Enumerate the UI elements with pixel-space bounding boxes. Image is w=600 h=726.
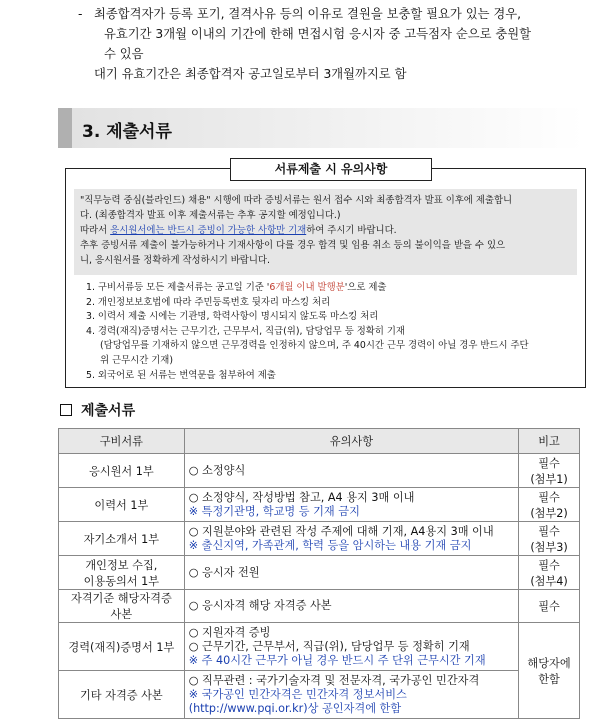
remark-cell: 필수 (519, 590, 580, 623)
remark-cell: 필수 (첨부3) (519, 522, 580, 556)
notice-list-subitem: (담당업무를 기재하지 않으면 근무경력을 인정하지 않으며, 주 40시간 근무 경력이 아닐 경우 반드시 주단 (100, 340, 529, 352)
notes-cell (184, 454, 518, 488)
notice-list-item: 2. 개인정보보호법에 따라 주민등록번호 뒷자리 마스킹 처리 (86, 296, 331, 308)
notes-cell (184, 671, 518, 719)
document-name-cell: 기타 자격증 사본 (59, 671, 185, 719)
document-name-cell: 자기소개서 1부 (59, 522, 185, 556)
document-name-cell: 개인정보 수집, 이용동의서 1부 (59, 556, 185, 590)
table-row (59, 454, 580, 488)
caution-line: (http://www.pqi.or.kr)상 공인자격에 한함 (188, 701, 402, 715)
remark-cell: 필수 (첨부2) (519, 488, 580, 522)
list-text: '으로 제출 (344, 282, 387, 293)
intro-line: 유효기간 3개월 이내의 기간에 한해 면접시험 응시자 중 고득점자 순으로 충원할 (104, 27, 532, 41)
list-text: 1. 구비서류등 모든 제출서류는 공고일 기준 ' (86, 282, 270, 293)
table-row (59, 488, 580, 522)
note-line: ○ 응시자 전원 (188, 565, 260, 579)
notice-box (65, 162, 586, 388)
remark-cell: 해당자에 한함 (519, 623, 580, 719)
table-row (59, 671, 580, 719)
document-name-cell: 응시원서 1부 (59, 454, 185, 488)
subsection-title (60, 400, 135, 420)
notice-list-item: 5. 외국어로 된 서류는 번역문을 첨부하여 제출 (86, 369, 276, 381)
notice-line: "직무능력 중심(블라인드) 채용" 시행에 따라 증빙서류는 원서 접수 시와 최종합격자 발표 이후에 제출합니 (80, 195, 513, 206)
remark-cell: 필수 (첨부1) (519, 454, 580, 488)
notice-line: 니, 응시원서를 정확하게 작성하시기 바랍니다. (80, 255, 270, 266)
notes-cell (184, 590, 518, 623)
intro-notes (64, 4, 584, 84)
caution-line: ※ 특정기관명, 학교명 등 기재 금지 (188, 504, 360, 518)
dash-bullet: - (78, 7, 83, 21)
column-header: 구비서류 (59, 429, 185, 454)
notice-line: 다. (최종합격자 발표 이후 제출서류는 추후 공지할 예정입니다.) (80, 210, 341, 221)
notes-cell (184, 556, 518, 590)
notice-list-item (84, 281, 579, 296)
document-name-cell: 자격기준 해당자격증 사본 (59, 590, 185, 623)
notice-list (84, 281, 579, 383)
notes-cell (184, 623, 518, 671)
notice-line (80, 223, 572, 238)
intro-line: 대기 유효기간은 최종합격자 공고일로부터 3개월까지로 함 (94, 67, 407, 81)
section-title: 3. 제출서류 (82, 122, 172, 142)
document-name-cell: 이력서 1부 (59, 488, 185, 522)
note-line: ○ 응시자격 해당 자격증 사본 (188, 599, 332, 612)
notice-list-item: 3. 이력서 제출 시에는 기관명, 학력사항이 명시되지 않도록 마스킹 처리 (86, 311, 379, 323)
notice-paragraph (80, 193, 572, 268)
intro-line: 최종합격자가 등록 포기, 결격사유 등의 이유로 결원을 보충할 필요가 있는 경우, (94, 7, 522, 21)
checkbox-square-icon (60, 404, 72, 416)
notice-text: 하여 주시기 바랍니다. (306, 225, 397, 236)
subsection-title-text: 제출서류 (81, 403, 136, 419)
note-line: ○ 소정양식, 작성방법 참고, A4 용지 3매 이내 (188, 490, 415, 504)
caution-line: ※ 주 40시간 근무가 아닐 경우 반드시 주 단위 근무시간 기재 (188, 653, 486, 667)
notes-cell (184, 488, 518, 522)
section-header-bar (58, 108, 72, 148)
intro-line: 수 있음 (104, 47, 144, 61)
notice-title: 서류제출 시 유의사항 (230, 158, 432, 181)
notice-line: 추후 증빙서류 제출이 불가능하거나 기재사항이 다를 경우 합격 및 임용 취소 등의 불이익을 받을 수 있으 (80, 240, 506, 251)
table-row (59, 522, 580, 556)
documents-table (58, 428, 580, 719)
notes-cell (184, 522, 518, 556)
table-row (59, 590, 580, 623)
notice-text: 따라서 (80, 225, 111, 236)
column-header: 유의사항 (184, 429, 518, 454)
note-line: ○ 근무기간, 근무부서, 직급(위), 담당업무 등 정확히 기재 (188, 639, 470, 653)
list-highlight-text: 6개월 이내 발행분 (269, 282, 345, 293)
note-line: ○ 지원분야와 관련된 작성 주제에 대해 기재, A4용지 3매 이내 (188, 524, 494, 538)
table-row (59, 556, 580, 590)
caution-line: ※ 국가공인 민간자격은 민간자격 정보서비스 (188, 687, 407, 701)
caution-line: ※ 출신지역, 가족관계, 학력 등을 암시하는 내용 기재 금지 (188, 538, 472, 552)
table-header-row (59, 429, 580, 454)
table-row (59, 623, 580, 671)
note-line: ○ 직무관련 : 국가기술자격 및 전문자격, 국가공인 민간자격 (188, 673, 480, 687)
notice-underlined-text: 응시원서에는 반드시 증빙이 가능한 사항만 기재 (110, 225, 307, 236)
column-header: 비고 (519, 429, 580, 454)
note-line: ○ 지원자격 증빙 (188, 625, 271, 639)
document-name-cell: 경력(재직)증명서 1부 (59, 623, 185, 671)
note-line: ○ 소정양식 (188, 463, 246, 477)
notice-list-subitem: 위 근무시간 기재) (100, 354, 174, 366)
section-header (58, 108, 584, 148)
remark-cell: 필수 (첨부4) (519, 556, 580, 590)
notice-list-item: 4. 경력(재직)증명서는 근무기간, 근무부서, 직급(위), 담당업무 등 정확히 기재 (86, 325, 405, 337)
